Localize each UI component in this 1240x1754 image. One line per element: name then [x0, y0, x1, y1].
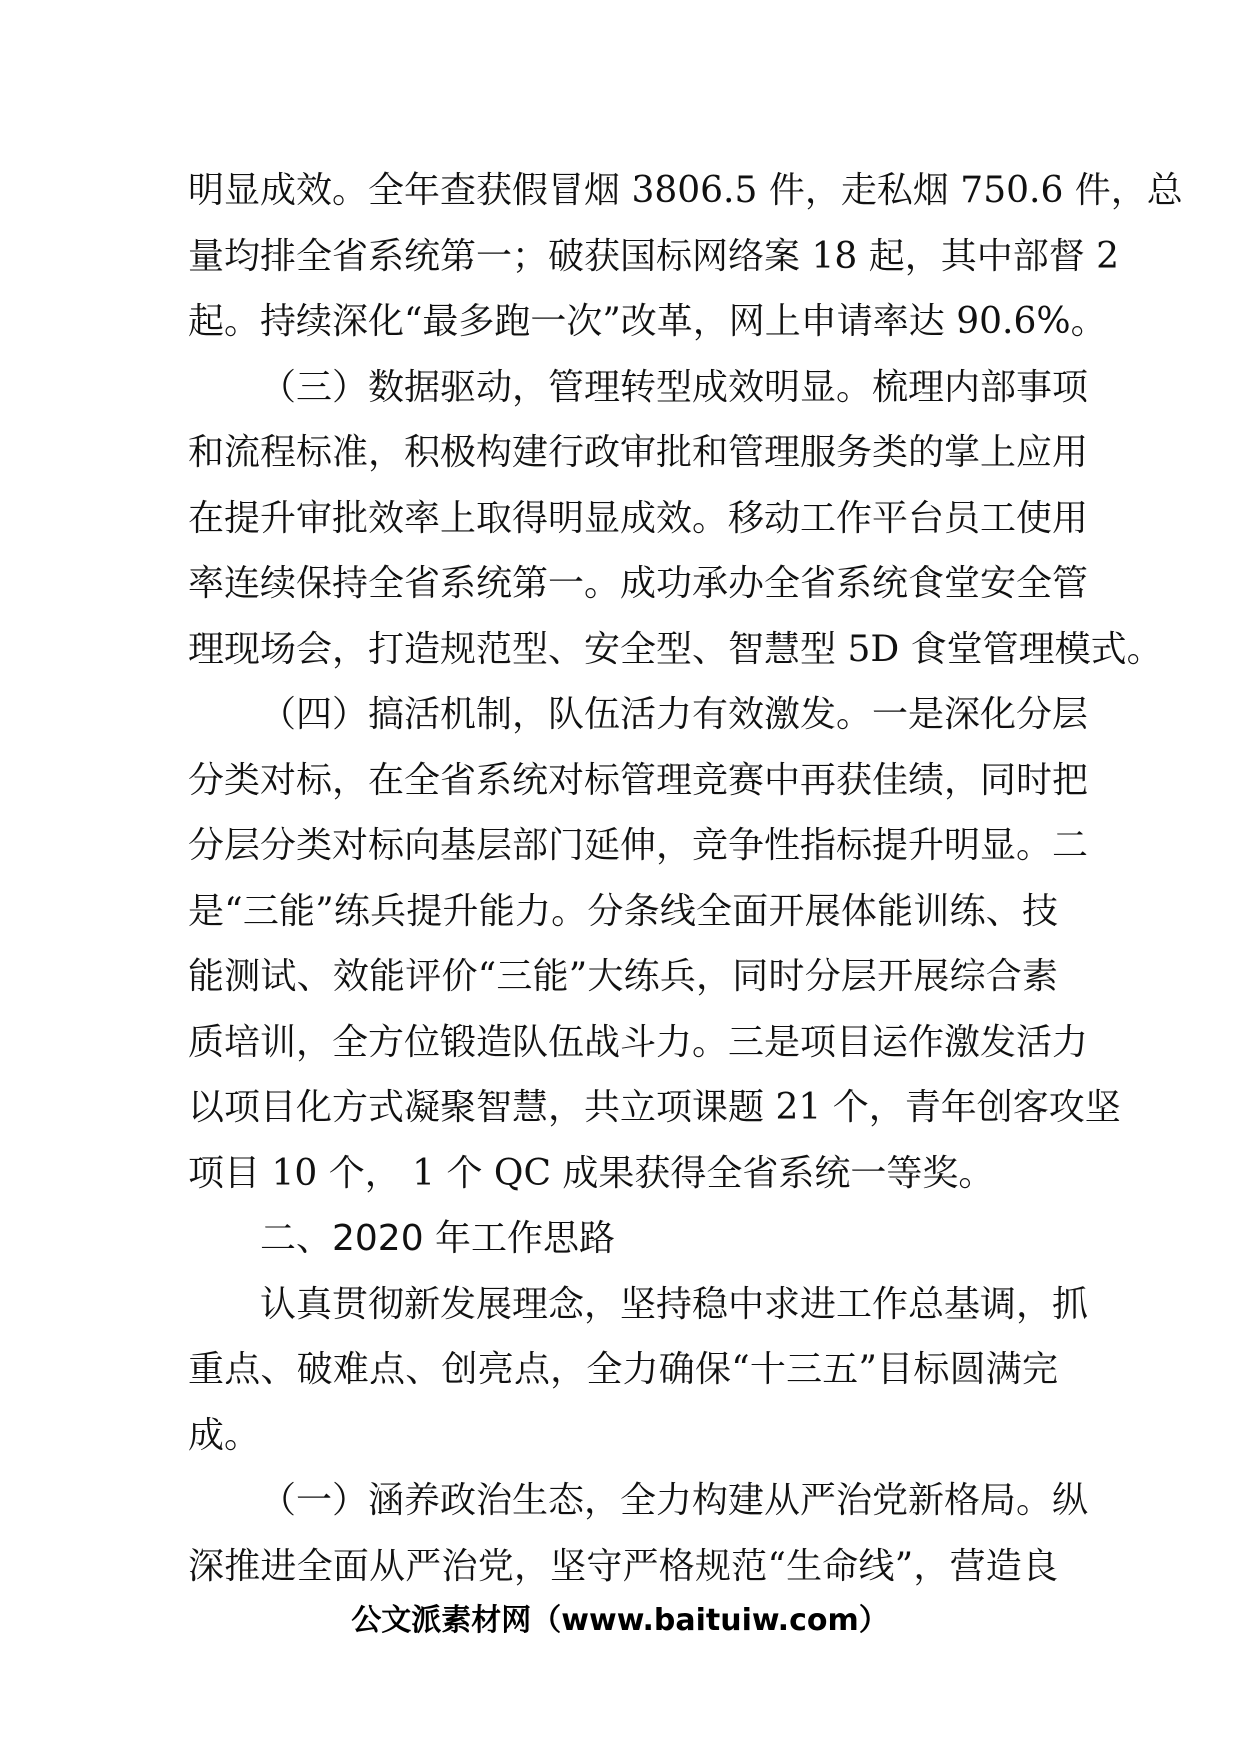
text-line: 深推进全面从严治党，坚守严格规范“生命线”，营造良 [188, 1545, 1058, 1587]
text-line: 率连续保持全省系统第一。成功承办全省系统食堂安全管 [188, 563, 1089, 604]
text-line: 项目 10 个， 1 个 QC 成果获得全省系统一等奖。 [188, 1152, 995, 1194]
text-line: 起。持续深化“最多跑一次”改革，网上申请率达 90.6%。 [188, 301, 1107, 342]
section-heading-line: （四）搞活机制，队伍活力有效激发。一是深化分层 [260, 694, 1089, 735]
text-line: 是“三能”练兵提升能力。分条线全面开展体能训练、技 [188, 890, 1058, 932]
text-line: 重点、破难点、创亮点，全力确保“十三五”目标圆满完 [188, 1349, 1058, 1390]
text-line: 能测试、效能评价“三能”大练兵，同时分层开展综合素 [188, 956, 1058, 997]
text-line: 分类对标，在全省系统对标管理竞赛中再获佳绩，同时把 [188, 759, 1089, 801]
text-line: 成。 [188, 1414, 261, 1456]
text-line: 量均排全省系统第一；破获国标网络案 18 起，其中部督 2 [188, 235, 1120, 277]
text-line: 理现场会，打造规范型、安全型、智慧型 5D 食堂管理模式。 [188, 628, 1163, 670]
document-body [188, 158, 1183, 1599]
text-line: 明显成效。全年查获假冒烟 3806.5 件，走私烟 750.6 件，总 [188, 170, 1183, 211]
text-line: 在提升审批效率上取得明显成效。移动工作平台员工使用 [188, 497, 1089, 539]
section-heading-line: （三）数据驱动，管理转型成效明显。梳理内部事项 [260, 366, 1089, 408]
text-line: 和流程标准，积极构建行政审批和管理服务类的掌上应用 [188, 432, 1089, 473]
footer-watermark: 公文派素材网（www.baituiw.com） [351, 1603, 889, 1638]
text-line: 分层分类对标向基层部门延伸，竞争性指标提升明显。二 [188, 825, 1089, 866]
text-line: 认真贯彻新发展理念，坚持稳中求进工作总基调，抓 [260, 1283, 1089, 1325]
section-heading-line: （一）涵养政治生态，全力构建从严治党新格局。纵 [260, 1480, 1089, 1521]
text-line: 质培训，全方位锻造队伍战斗力。三是项目运作激发活力 [188, 1021, 1089, 1063]
text-line: 以项目化方式凝聚智慧，共立项课题 21 个，青年创客攻坚 [188, 1087, 1121, 1128]
chapter-heading: 二、2020 年工作思路 [260, 1218, 616, 1259]
